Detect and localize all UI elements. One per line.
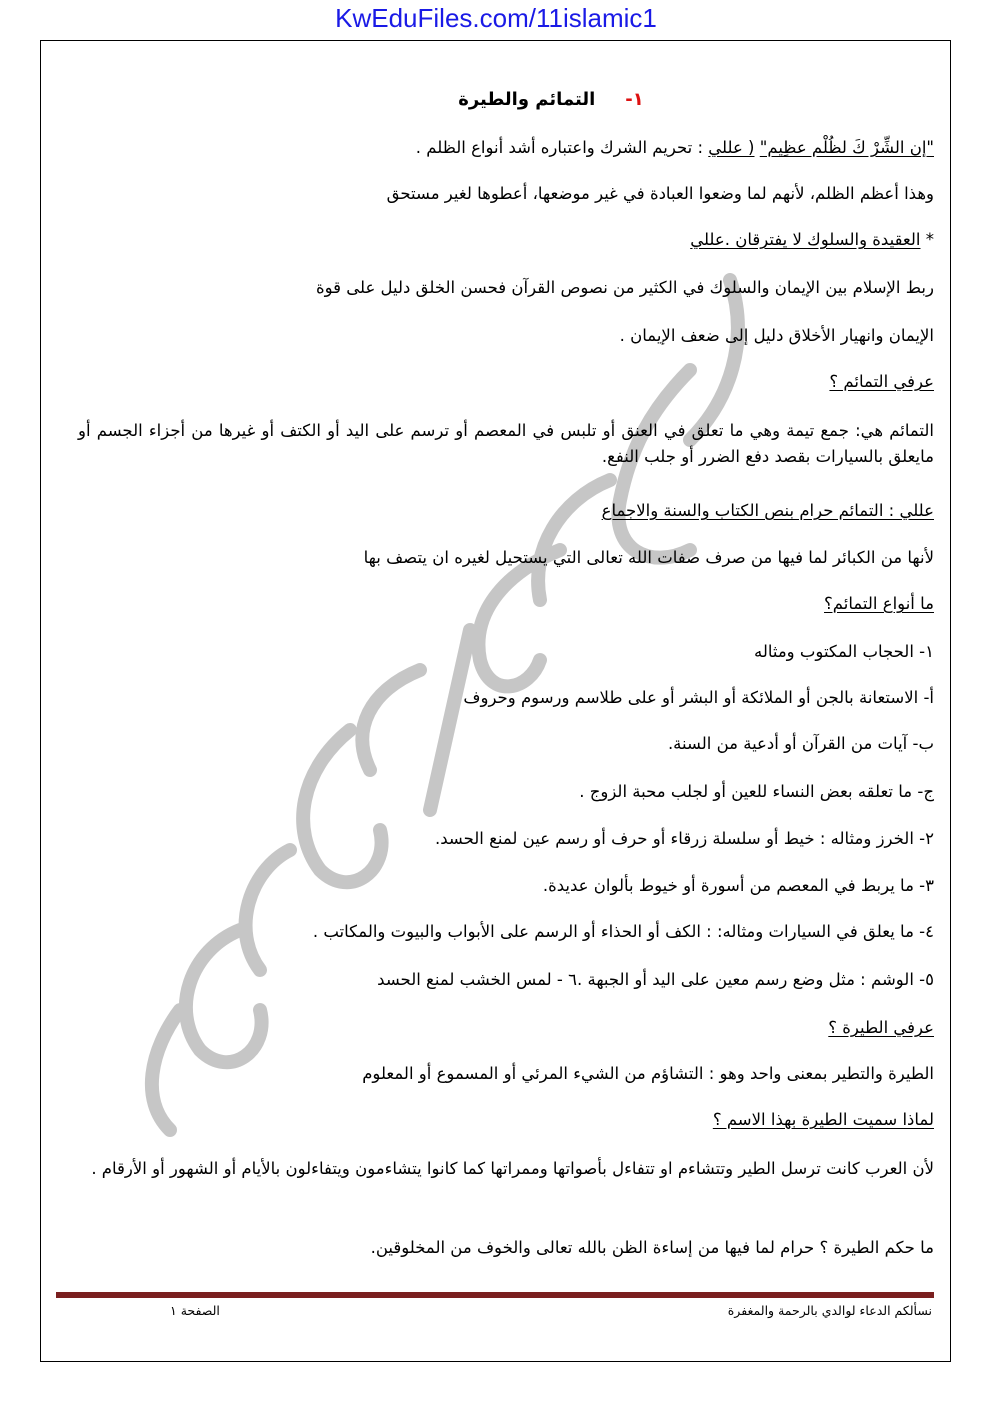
paragraph-line: الإيمان وانهيار الأخلاق دليل إلى ضعف الإيمان . <box>619 326 934 345</box>
document-body <box>78 82 934 1257</box>
list-item: ب- آيات من القرآن أو أدعية من السنة. <box>667 734 934 753</box>
answer-paragraph: لأن العرب كانت ترسل الطير وتتشاءم او تتفاءل بأصواتها وممراتها كما كانوا يتشاءمون ويتفاءلون بالأيام أو الشهور أو الأرقام . <box>91 1159 934 1178</box>
list-item: ٤- ما يعلق في السيارات ومثاله: : الكف أو الحذاء أو الرسم على الأبواب والبيوت والمكاتب . <box>312 922 934 941</box>
question-heading <box>690 230 934 249</box>
question-heading: عرفي التمائم ؟ <box>829 372 934 391</box>
section-title <box>78 82 934 116</box>
verse-line <box>416 138 934 157</box>
list-item: ١- الحجاب المكتوب ومثاله <box>753 642 934 661</box>
list-item: ٣- ما يربط في المعصم من أسورة أو خيوط بألوان عديدة. <box>542 876 934 895</box>
question-heading: عرفي الطيرة ؟ <box>828 1018 934 1037</box>
verse-quote: "إن الشِّرْ كَ لظُلْم عظِيم" <box>759 138 934 157</box>
bullet-star: * <box>920 230 934 249</box>
verse-why-label: ( عللي <box>708 138 755 157</box>
paragraph-line: ربط الإسلام بين الإيمان والسلوك في الكثير من نصوص القرآن فحسن الخلق دليل على قوة <box>315 278 934 297</box>
footer-divider <box>56 1292 934 1298</box>
paragraph-line: ما حكم الطيرة ؟ حرام لما فيها من إساءة الظن بالله تعالى والخوف من المخلوقين. <box>370 1238 934 1257</box>
definition-paragraph: التمائم هي: جمع تيمة وهي ما تعلق في العنق أو تلبس في المعصم أو ترسم على اليد أو الكتف أو غيرها من أجزاء الجسم أو مايعلق بالسيارات بقصد دفع الضرر أو جلب النفع. <box>78 421 934 466</box>
section-number: ١- <box>625 88 644 110</box>
footer-dedication: نسألكم الدعاء لوالدي بالرحمة والمغفرة <box>727 1303 932 1318</box>
list-item: ج- ما تعلقه بعض النساء للعين أو لجلب محبة الزوج . <box>579 782 934 801</box>
list-item: ٥- الوشم : مثل وضع رسم معين على اليد أو الجبهة .٦ - لمس الخشب لمنع الحسد <box>377 970 934 989</box>
site-url-header: KwEduFiles.com/11islamic1 <box>335 3 657 33</box>
question-heading: ما أنواع التمائم؟ <box>824 594 934 613</box>
paragraph-line: الطيرة والتطير بمعنى واحد وهو : التشاؤم من الشيء المرئي أو المسموع أو المعلوم <box>362 1064 934 1083</box>
list-item: ٢- الخرز ومثاله : خيط أو سلسلة زرقاء أو حرف أو رسم عين لمنع الحسد. <box>434 829 934 848</box>
list-item: أ- الاستعانة بالجن أو الملائكة أو البشر أو على طلاسم ورسوم وحروف <box>463 688 934 707</box>
verse-explanation: : تحريم الشرك واعتباره أشد أنواع الظلم . <box>415 138 704 157</box>
question-heading: لماذا سميت الطيرة بهذا الاسم ؟ <box>712 1110 934 1129</box>
paragraph-line: لأنها من الكبائر لما فيها من صرف صفات الله تعالى التي يستحيل لغيره ان يتصف بها <box>363 548 934 567</box>
question-heading: عللي : التمائم حرام بنص الكتاب والسنة والاجماع <box>601 501 934 520</box>
paragraph-line: وهذا أعظم الظلم، لأنهم لما وضعوا العبادة في غير موضعها، أعطوها لغير مستحق <box>386 184 934 203</box>
page-number: الصفحة ١ <box>170 1303 220 1318</box>
watermark-text: إعداد المعلمة / هدى عبدالرحمن <box>90 250 104 251</box>
question-heading-text: العقيدة والسلوك لا يفترقان .عللي <box>690 230 921 249</box>
section-title-text: التمائم والطيرة <box>458 88 596 110</box>
